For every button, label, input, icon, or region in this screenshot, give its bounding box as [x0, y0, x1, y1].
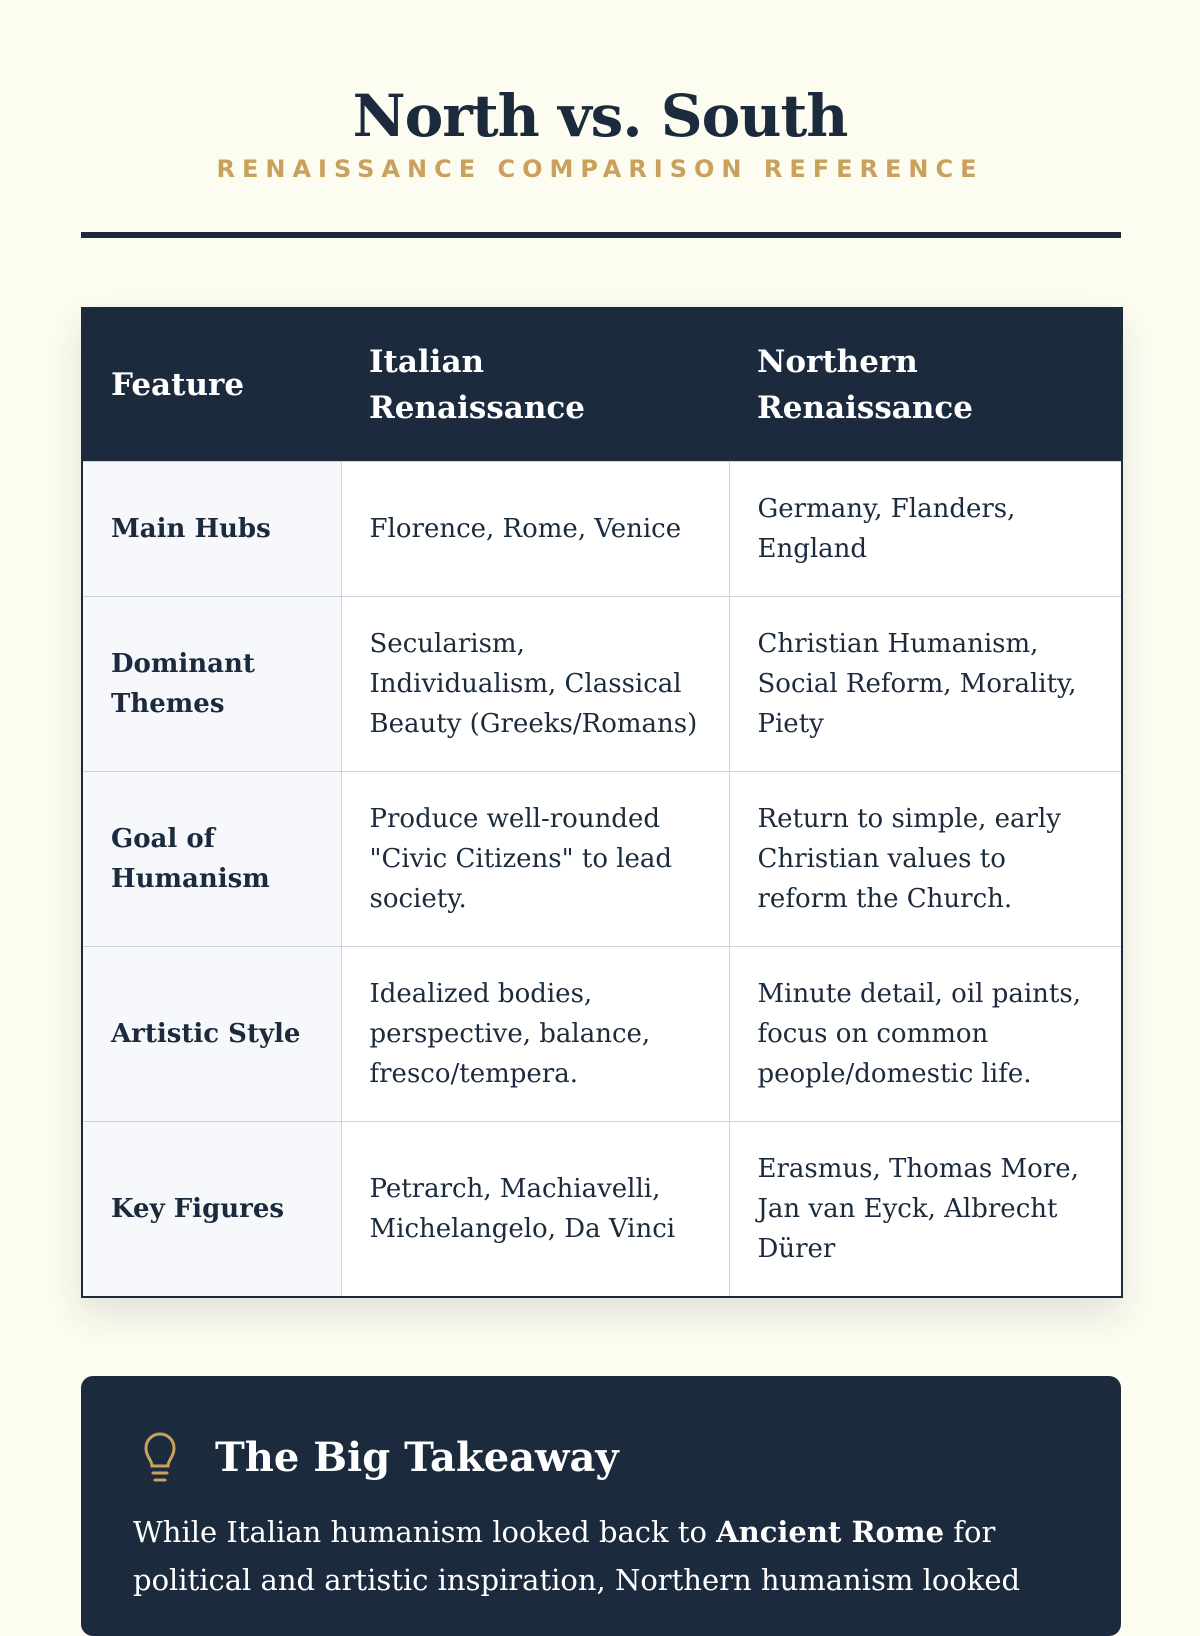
italian-cell: Secularism, Individualism, Classical Beauty (Greeks/Romans) [341, 597, 729, 772]
header-divider [81, 232, 1121, 238]
row-feature-cell: Dominant Themes [82, 597, 341, 772]
table-header-row [82, 308, 1122, 462]
northern-cell: Erasmus, Thomas More, Jan van Eyck, Albrecht Dürer [729, 1122, 1122, 1298]
lightbulb-icon [141, 1430, 179, 1486]
column-header-feature: Feature [82, 308, 341, 462]
row-feature-cell: Artistic Style [82, 947, 341, 1122]
table-row [82, 1122, 1122, 1298]
takeaway-text-start: While Italian humanism looked back to [133, 1515, 717, 1549]
northern-cell: Return to simple, early Christian values to reform the Church. [729, 772, 1122, 947]
takeaway-text-end: for political and artistic inspiration, Northern humanism looked [133, 1515, 1021, 1597]
page-header [0, 82, 1200, 184]
page-title: North vs. South [352, 82, 848, 150]
table-row [82, 947, 1122, 1122]
comparison-table-container [81, 307, 1121, 1298]
table-row [82, 772, 1122, 947]
column-header-northern: Northern Renaissance [729, 308, 1122, 462]
row-feature-cell: Key Figures [82, 1122, 341, 1298]
takeaway-title: The Big Takeaway [215, 1434, 619, 1481]
takeaway-text [133, 1508, 1073, 1604]
column-header-italian: Italian Renaissance [341, 308, 729, 462]
table-row [82, 462, 1122, 597]
italian-cell: Petrarch, Machiavelli, Michelangelo, Da Vinci [341, 1122, 729, 1298]
northern-cell: Christian Humanism, Social Reform, Morality, Piety [729, 597, 1122, 772]
takeaway-header [141, 1430, 619, 1486]
table-row [82, 597, 1122, 772]
northern-cell: Minute detail, oil paints, focus on common people/domestic life. [729, 947, 1122, 1122]
italian-cell: Produce well-rounded "Civic Citizens" to lead society. [341, 772, 729, 947]
row-feature-cell: Main Hubs [82, 462, 341, 597]
northern-cell: Germany, Flanders, England [729, 462, 1122, 597]
comparison-table [81, 307, 1123, 1298]
page-subtitle: RENAISSANCE COMPARISON REFERENCE [216, 155, 984, 183]
italian-cell: Florence, Rome, Venice [341, 462, 729, 597]
takeaway-text-emphasis: Ancient Rome [716, 1515, 945, 1549]
italian-cell: Idealized bodies, perspective, balance, fresco/tempera. [341, 947, 729, 1122]
takeaway-card [81, 1376, 1121, 1636]
row-feature-cell: Goal of Humanism [82, 772, 341, 947]
